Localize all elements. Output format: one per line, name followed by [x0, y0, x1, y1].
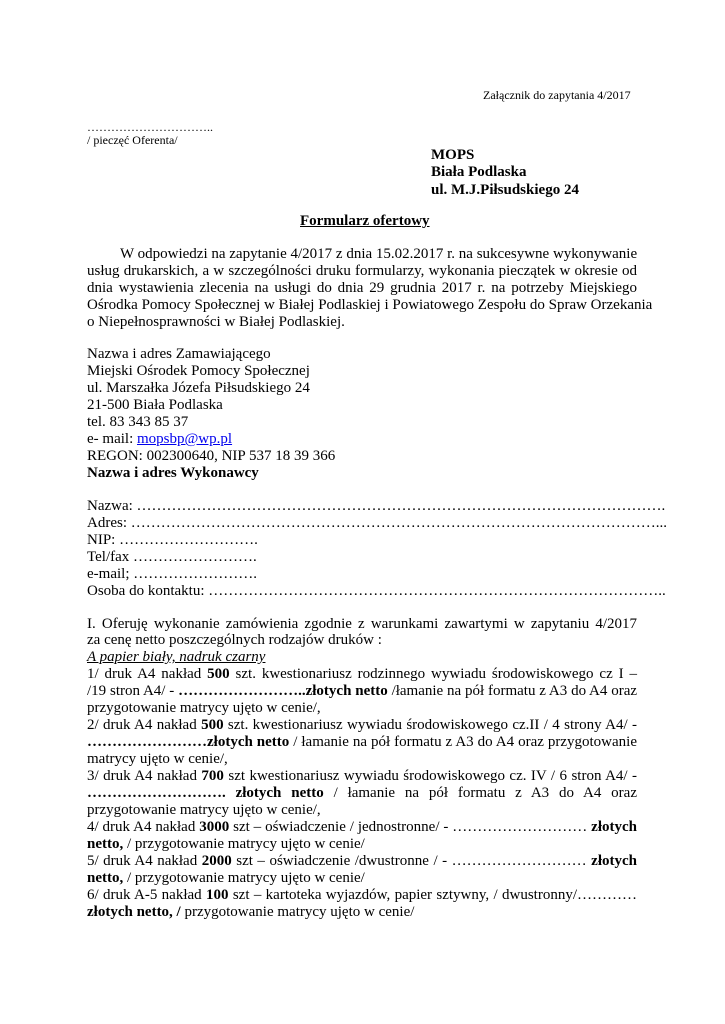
recipient-block: [431, 147, 579, 199]
intro-line-5: o Niepełnosprawności w Białej Podlaskiej.: [87, 314, 345, 330]
ordering-party-name: Miejski Ośrodek Pomocy Społecznej: [87, 363, 310, 379]
intro-line-1: W odpowiedzi na zapytanie 4/2017 z dnia 15.02.2017 r. na sukcesywne wykonywanie: [120, 246, 638, 262]
email-label: e- mail:: [87, 431, 137, 447]
contractor-name-field[interactable]: Nazwa: …………………………………………………………………………………………….: [87, 498, 666, 514]
item-6-pre: 6/ druk A-5 nakład: [87, 887, 206, 903]
item-1-desc: szt. kwestionariusz rodzinnego wywiadu środowiskowego cz I –: [229, 666, 637, 682]
item-5-qty: 2000: [201, 853, 232, 869]
offer-line-2: za cenę netto poszczególnych rodzajów druków :: [87, 632, 382, 648]
item-5-line-2: [87, 870, 365, 887]
offer-line-1: I. Oferuję wykonanie zamówienia zgodnie z warunkami zawartymi w zapytaniu 4/2017: [87, 616, 637, 632]
email-link[interactable]: mopsbp@wp.pl: [136, 431, 233, 447]
item-5-line-1: [87, 853, 637, 870]
item-2-line-1: [87, 717, 637, 734]
item-3-price-field[interactable]: ………………………. złotych netto: [87, 785, 324, 801]
contractor-heading: Nazwa i adres Wykonawcy: [87, 465, 259, 481]
recipient-line-1: MOPS: [431, 147, 475, 163]
ordering-party-street: ul. Marszałka Józefa Piłsudskiego 24: [87, 380, 310, 396]
contractor-email-field[interactable]: e-mail; …………………….: [87, 566, 257, 582]
item-1-line-2: [87, 683, 637, 700]
item-2-line-3: matrycy ujęto w cenie/,: [87, 751, 228, 767]
stamp-dots: …………………………..: [87, 120, 213, 134]
item-2-price-field[interactable]: ……………………złotych netto: [87, 734, 290, 750]
item-5-note: / przygotowanie matrycy ujęto w cenie/: [123, 870, 365, 886]
item-3-line-1: [87, 768, 637, 785]
item-6-netto: złotych netto, /: [87, 904, 181, 920]
item-6-line-1: [87, 887, 637, 904]
ordering-party-phone: tel. 83 343 85 37: [87, 414, 189, 430]
item-4-note: / przygotowanie matrycy ujęto w cenie/: [123, 836, 365, 852]
intro-line-4: Ośrodka Pomocy Społecznej w Białej Podlaskiej i Powiatowego Zespołu do Spraw Orzekania: [87, 297, 653, 313]
item-4-qty: 3000: [199, 819, 230, 835]
item-3-line-2: [87, 785, 637, 802]
contractor-contact-field[interactable]: Osoba do kontaktu: ………………………………………………………………………………..: [87, 583, 666, 599]
ordering-party-email-row: [87, 431, 232, 448]
item-1-line-1: [87, 666, 637, 683]
item-3-pre: 3/ druk A4 nakład: [87, 768, 202, 784]
ordering-party-heading: Nazwa i adres Zamawiającego: [87, 346, 271, 362]
ordering-party-city: 21-500 Biała Podlaska: [87, 397, 223, 413]
item-1-price-field[interactable]: ……………………..złotych netto: [178, 683, 388, 699]
item-6-line-2: [87, 904, 414, 921]
stamp-label: / pieczęć Oferenta/: [87, 133, 178, 147]
item-4-netto: netto,: [87, 836, 124, 852]
item-3-line-3: przygotowanie matrycy ujęto w cenie/,: [87, 802, 321, 818]
item-2-qty: 500: [201, 717, 224, 733]
item-1-pages: /19 stron A4/ -: [87, 683, 179, 699]
item-1-pre: 1/ druk A4 nakład: [87, 666, 208, 682]
item-2-pre: 2/ druk A4 nakład: [87, 717, 202, 733]
item-5-currency: złotych: [591, 853, 637, 869]
item-5-netto: netto,: [87, 870, 124, 886]
item-3-desc: szt kwestionariusz wywiadu środowiskowego cz. IV / 6 stron A4/ -: [223, 768, 638, 784]
item-2-line-2: [87, 734, 637, 751]
contractor-telfax-field[interactable]: Tel/fax …………………….: [87, 549, 257, 565]
intro-line-3: dnia wystawienia zlecenia na usługi do dnia 29 grudnia 2017 r. na potrzeby Miejskiego: [87, 280, 637, 296]
recipient-line-3: ul. M.J.Piłsudskiego 24: [431, 181, 579, 198]
item-5-price-field[interactable]: szt – oświadczenie /dwustronne / - ………………………: [231, 853, 592, 869]
item-4-line-1: [87, 819, 637, 836]
item-4-price-field[interactable]: szt – oświadczenie / jednostronne/ - ………………………: [229, 819, 592, 835]
item-3-note: / łamanie na pół formatu z A3 do A4 oraz: [323, 785, 637, 801]
item-5-pre: 5/ druk A4 nakład: [87, 853, 202, 869]
contractor-nip-field[interactable]: NIP: ……………………….: [87, 532, 258, 548]
item-4-currency: złotych: [591, 819, 637, 835]
item-6-qty: 100: [206, 887, 229, 903]
page-title: Formularz ofertowy: [300, 213, 430, 229]
item-4-pre: 4/ druk A4 nakład: [87, 819, 200, 835]
item-4-line-2: [87, 836, 365, 853]
item-6-price-field[interactable]: szt – kartoteka wyjazdów, papier sztywny, / dwustronny/…………: [228, 887, 637, 903]
contractor-address-field[interactable]: Adres: ……………………………………………………………………………………………...: [87, 515, 667, 531]
item-3-qty: 700: [201, 768, 224, 784]
item-2-desc: szt. kwestionariusz wywiadu środowiskowego cz.II / 4 strony A4/ -: [223, 717, 637, 733]
intro-line-2: usług drukarskich, a w szczególności druku formularzy, wykonania pieczątek w okresie od: [87, 263, 637, 279]
item-6-note: przygotowanie matrycy ujęto w cenie/: [180, 904, 415, 920]
item-2-note: / łamanie na pół formatu z A3 do A4 oraz przygotowanie: [289, 734, 637, 750]
section-a-heading: A papier biały, nadruk czarny: [87, 649, 266, 665]
item-1-line-3: przygotowanie matrycy ujęto w cenie/,: [87, 700, 321, 716]
item-1-note: /łamanie na pół formatu z A3 do A4 oraz: [387, 683, 638, 699]
ordering-party-regon: REGON: 002300640, NIP 537 18 39 366: [87, 448, 336, 464]
item-1-qty: 500: [207, 666, 230, 682]
annex-label: Załącznik do zapytania 4/2017: [483, 88, 631, 102]
recipient-line-2: Biała Podlaska: [431, 164, 527, 181]
